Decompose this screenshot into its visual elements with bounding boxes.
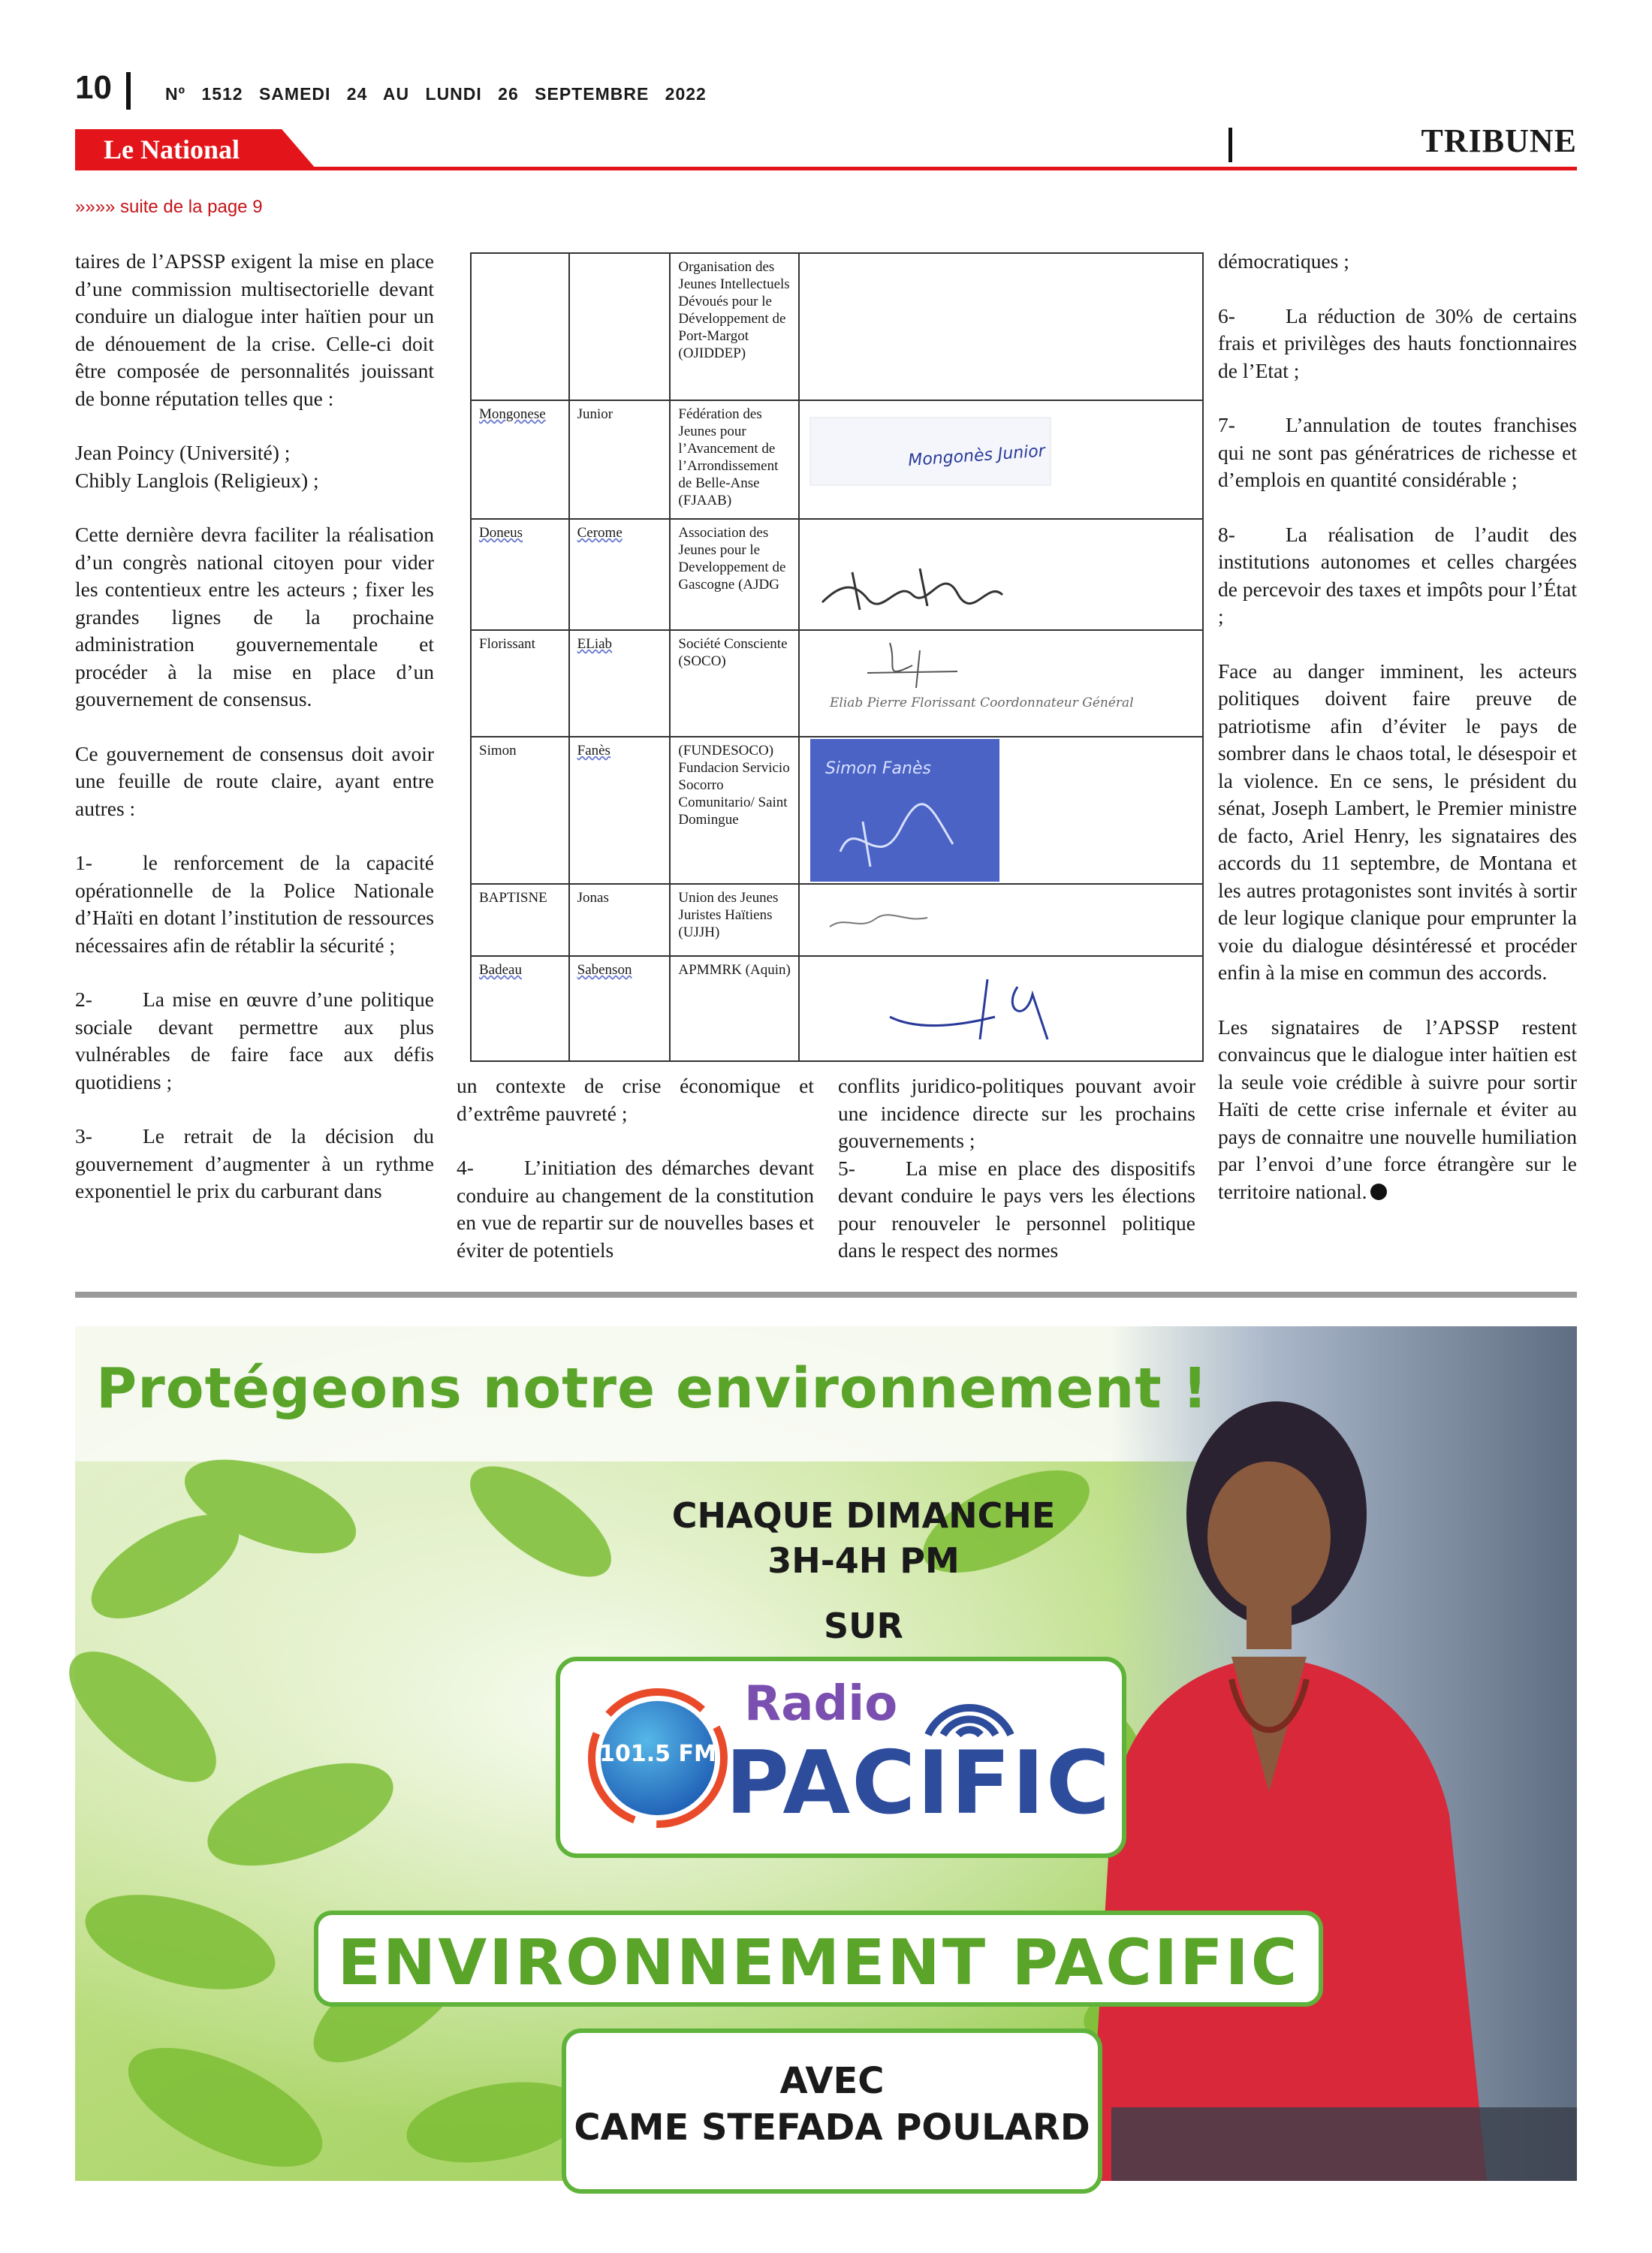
list-number: 8- [1218, 522, 1235, 546]
signature-image [807, 535, 1032, 625]
table-row [471, 400, 1203, 519]
table-row [471, 737, 1203, 884]
newspaper-name: Le National [104, 134, 240, 164]
list-number: 5- [838, 1156, 855, 1180]
ad-schedule-time: 3H-4H PM [767, 1540, 960, 1581]
paragraph: Ce gouvernement de consensus doit avoir une feuille de route claire, ayant entre autres : [75, 741, 434, 820]
paragraph: Face au danger imminent, les acteurs politiques doivent faire preuve de patriotisme afin d’éviter le pays de sombrer dans le chaos total, le désespoir et la violence. En ce sens, le président du sénat, Joseph Lambert, le Premier ministre de facto, Ariel Henry, les signataires des accords du 11 septembre, de Montana et les autres protagonistes sont invités à sortir de leur logique clanique pour emprunter la voie du dialogue désintéressé et procéder enfin à la mise en commun des accords. [1218, 659, 1577, 984]
signature-image [875, 964, 1085, 1054]
signature-image [815, 897, 965, 942]
paragraph: Cette dernière devra faciliter la réalisation d’un congrès national citoyen pour vider les contentieux entre les acteurs ; fixer les grandes lignes de la prochaine administration gouvernementale et procéder à la mise en place d’un gouvernement de consensus. [75, 523, 434, 710]
signatory-firstname: Jonas [569, 884, 671, 956]
paragraph: un contexte de crise économique et d’extrême pauvreté ; [457, 1074, 814, 1125]
issue-date-line: Nº 1512 SAMEDI 24 AU LUNDI 26 SEPTEMBRE 2022 [165, 84, 707, 104]
signatory-lastname [471, 253, 569, 400]
signature-cell [799, 737, 1203, 884]
signatory-lastname: Mongonese [479, 406, 546, 422]
signatory-organization: (FUNDESOCO) Fundacion Servicio Socorro Comunitario/ Saint Domingue [670, 737, 798, 884]
list-number: 7- [1218, 413, 1235, 436]
paragraph: démocratiques ; [1218, 249, 1349, 273]
table-row [471, 884, 1203, 956]
signatory-lastname: Badeau [479, 962, 522, 978]
host-box [562, 2028, 1102, 2194]
section-divider [1228, 128, 1232, 162]
signatory-firstname: Fanès [577, 743, 610, 759]
signatory-organization: Fédération des Jeunes pour l’Avancement de l’Arrondissement de Belle-Anse (FJAAB) [670, 400, 798, 519]
paragraph: conflits juridico-politiques pouvant avoir une incidence directe sur les prochains gouvernements ; [838, 1074, 1195, 1152]
list-item [75, 1123, 434, 1205]
ad-on-label: SUR [824, 1606, 903, 1646]
radio-station-name: PACIFIC [725, 1733, 1111, 1834]
radio-logo-box [556, 1657, 1126, 1858]
table-row [471, 956, 1203, 1061]
signature-image [810, 739, 999, 882]
list-item [457, 1154, 814, 1264]
list-number: 1- [75, 851, 92, 874]
list-item [75, 986, 434, 1096]
list-text: L’annulation de toutes franchises qui ne sont pas génératrices de richesse et d’emplois en quantité considérable ; [1218, 413, 1577, 491]
signatories-table [470, 252, 1204, 1062]
signatory-organization: Association des Jeunes pour le Developpement de Gascogne (AJDG [670, 519, 798, 630]
signature-cell [799, 253, 1203, 400]
radio-frequency: 101.5 FM [599, 1741, 716, 1767]
show-name-box [314, 1911, 1323, 2007]
signatory-organization: APMMRK (Aquin) [670, 956, 798, 1061]
table-row [471, 253, 1203, 400]
paragraph [1218, 1014, 1577, 1206]
host-name: CAME STEFADA POULARD [574, 2107, 1090, 2149]
list-number: 4- [457, 1156, 474, 1179]
table-row [471, 519, 1203, 630]
closing-text: Les signataires de l’APSSP restent convaincus que le dialogue inter haïtien est la seule voie crédible à suivre pour sortir Haïti de cette crise infernale et éviter au pays de connaitre une nouvelle humiliation par l’envoi d’une force étrangère sur le territoire national. [1218, 1015, 1577, 1203]
continued-from-link[interactable]: »»»» suite de la page 9 [75, 197, 263, 217]
list-item [1218, 303, 1577, 385]
list-number: 3- [75, 1124, 92, 1148]
signature-cell [799, 956, 1203, 1061]
signature-cell [799, 630, 1203, 737]
signature-cell [799, 400, 1203, 519]
radio-advertisement [75, 1326, 1577, 2181]
signatory-firstname: Cerome [577, 525, 623, 541]
paragraph: Jean Poincy (Université) ; [75, 441, 291, 464]
table-row [471, 630, 1203, 737]
show-name: ENVIRONNEMENT PACIFIC [337, 1926, 1300, 1999]
host-prefix: AVEC [779, 2060, 885, 2102]
signature-image [807, 635, 1134, 733]
paragraph: Chibly Langlois (Religieux) ; [75, 468, 319, 492]
signatory-lastname: BAPTISNE [471, 884, 569, 956]
signatory-lastname: Simon [471, 737, 569, 884]
list-item [75, 849, 434, 959]
signature-handwriting: Mongonès Junior [907, 442, 1046, 471]
signatory-firstname [569, 253, 671, 400]
list-text: La réalisation de l’audit des institutions autonomes et celles chargées de percevoir des taxes et impôts pour l’État ; [1218, 522, 1577, 628]
list-number: 2- [75, 988, 92, 1011]
signatory-organization: Organisation des Jeunes Intellectuels Dévoués pour le Développement de Port-Margot (OJIDDEP) [670, 253, 798, 400]
signatory-lastname: Doneus [479, 525, 523, 541]
radio-label: Radio [744, 1676, 898, 1732]
signatory-firstname: Junior [569, 400, 671, 519]
signature-image [810, 418, 1051, 485]
list-text: La mise en place des dispositifs devant conduire le pays vers les élections pour renouveler le personnel politique dans le respect des normes [838, 1156, 1195, 1262]
signature-handwriting: Eliab Pierre Florissant Coordonnateur Général [829, 695, 1134, 710]
ad-schedule-day: CHAQUE DIMANCHE [671, 1495, 1056, 1536]
article-column-1 [75, 248, 434, 1232]
list-text: L’initiation des démarches devant conduire au changement de la constitution en vue de repartir sur de nouvelles bases et éviter de potentiels [457, 1156, 814, 1262]
list-text: La mise en œuvre d’une politique sociale devant permettre aux plus vulnérables de faire face aux défis quotidiens ; [75, 988, 434, 1093]
article-column-2 [457, 1072, 814, 1264]
list-item [838, 1155, 1195, 1265]
end-mark-icon [1370, 1184, 1387, 1200]
signature-cell [799, 519, 1203, 630]
signature-handwriting: Simon Fanès [824, 759, 931, 778]
section-separator [75, 1292, 1577, 1298]
signatory-firstname: Sabenson [577, 962, 632, 978]
paragraph: taires de l’APSSP exigent la mise en place d’une commission multisectorielle devant conduire un dialogue inter haïtien pour un de dénouement de la crise. Celle-ci doit être composée de personnalités jouissant de bonne réputation telles que : [75, 249, 434, 410]
signature-cell [799, 884, 1203, 956]
list-number: 6- [1218, 303, 1235, 327]
header-divider [126, 72, 131, 110]
page-number: 10 [75, 69, 112, 106]
list-item [1218, 521, 1577, 631]
signatory-organization: Société Consciente (SOCO) [670, 630, 798, 737]
list-text: La réduction de 30% de certains frais et privilèges des hauts fonctionnaires de l’Etat ; [1218, 303, 1577, 382]
list-item [1218, 412, 1577, 494]
signatory-firstname: ELiab [577, 636, 613, 652]
list-text: le renforcement de la capacité opérationnelle de la Police Nationale d’Haïti en dotant l’institution de ressources nécessaires afin de rétablir la sécurité ; [75, 851, 434, 957]
section-title: TRIBUNE [1421, 122, 1577, 159]
article-column-3 [838, 1072, 1195, 1265]
ad-headline: Protégeons notre environnement ! [96, 1356, 1209, 1421]
list-text: Le retrait de la décision du gouvernement d’augmenter à un rythme exponentiel le prix du carburant dans [75, 1124, 434, 1202]
signatory-lastname: Florissant [471, 630, 569, 737]
header-rule [75, 167, 1577, 170]
signatory-organization: Union des Jeunes Juristes Haïtiens (UJJH) [670, 884, 798, 956]
article-column-4 [1218, 248, 1577, 1205]
